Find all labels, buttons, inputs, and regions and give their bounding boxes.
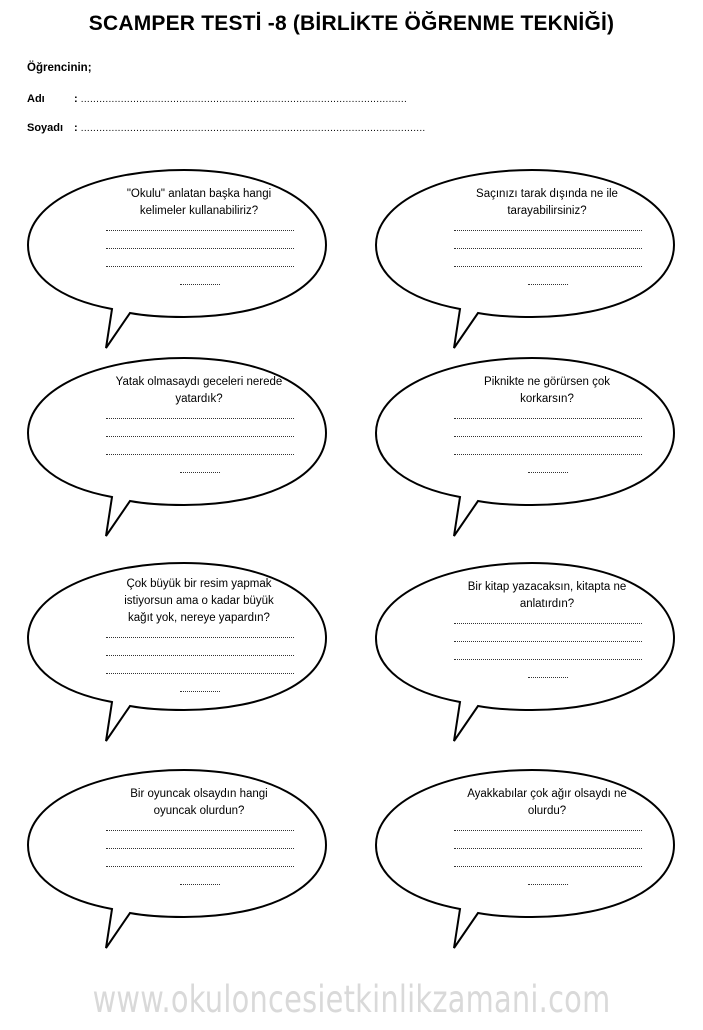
question-text: [74, 786, 324, 820]
answer-line[interactable]: [106, 866, 294, 867]
question-text: [422, 579, 672, 613]
answer-line-short[interactable]: [528, 472, 568, 473]
question-line: yatardık?: [175, 393, 223, 405]
answer-line-short[interactable]: [180, 884, 220, 885]
question-line: kelimeler kullanabiliriz?: [139, 205, 259, 217]
answer-line-short[interactable]: [528, 677, 568, 678]
question-line: Bir kitap yazacaksın, kitapta ne: [467, 581, 627, 593]
answer-line[interactable]: [454, 830, 642, 831]
answer-line[interactable]: [106, 830, 294, 831]
answer-line[interactable]: [106, 230, 294, 231]
question-line: Bir oyuncak olsaydın hangi: [130, 788, 268, 800]
answer-line[interactable]: [454, 623, 642, 624]
question-bubble-2: [372, 165, 703, 365]
question-line: tarayabilirsiniz?: [507, 205, 587, 217]
answer-line[interactable]: [106, 418, 294, 419]
answer-line[interactable]: [106, 848, 294, 849]
answer-line[interactable]: [454, 436, 642, 437]
answer-line[interactable]: [106, 655, 294, 656]
question-bubble-8: [372, 765, 703, 965]
answer-line[interactable]: [454, 848, 642, 849]
answer-line-short[interactable]: [180, 472, 220, 473]
answer-line[interactable]: [454, 248, 642, 249]
surname-line[interactable]: ................................................................................................................: [80, 123, 426, 134]
answer-line[interactable]: [106, 248, 294, 249]
question-line: istiyorsun ama o kadar büyük: [124, 595, 274, 607]
answer-line[interactable]: [454, 266, 642, 267]
question-line: Çok büyük bir resim yapmak: [126, 578, 272, 590]
answer-line-short[interactable]: [180, 691, 220, 692]
name-colon: :: [74, 93, 78, 105]
question-bubble-4: [372, 353, 703, 553]
answer-line[interactable]: [454, 866, 642, 867]
page-title: SCAMPER TESTİ -8 (BİRLİKTE ÖĞRENME TEKNİĞİ): [88, 12, 615, 35]
student-label: Öğrencinin;: [27, 62, 92, 74]
question-line: "Okulu" anlatan başka hangi: [126, 188, 272, 200]
question-line: korkarsın?: [520, 393, 574, 405]
answer-line[interactable]: [454, 659, 642, 660]
question-line: olurdu?: [527, 805, 567, 817]
question-line: Saçınızı tarak dışında ne ile: [476, 188, 618, 200]
question-text: [74, 576, 324, 627]
name-label: Adı: [27, 93, 45, 105]
question-line: kağıt yok, nereye yapardın?: [128, 612, 270, 624]
surname-field[interactable]: [27, 122, 426, 134]
surname-colon: :: [74, 122, 78, 134]
watermark: www.okuloncesietkinlikzamani.com: [92, 978, 611, 1021]
answer-line[interactable]: [106, 673, 294, 674]
question-line: Piknikte ne görürsen çok: [484, 376, 610, 388]
question-line: Yatak olmasaydı geceleri nerede: [115, 376, 283, 388]
question-bubble-1: [24, 165, 374, 365]
question-text: [74, 374, 324, 408]
answer-line[interactable]: [106, 454, 294, 455]
surname-label: Soyadı: [27, 122, 64, 134]
question-text: [74, 186, 324, 220]
question-text: [422, 374, 672, 408]
answer-line[interactable]: [106, 436, 294, 437]
answer-line[interactable]: [454, 230, 642, 231]
answer-line[interactable]: [454, 454, 642, 455]
answer-line[interactable]: [454, 641, 642, 642]
question-bubble-6: [372, 558, 703, 758]
question-line: Ayakkabılar çok ağır olsaydı ne: [467, 788, 627, 800]
answer-line-short[interactable]: [180, 284, 220, 285]
answer-line-short[interactable]: [528, 284, 568, 285]
question-text: [422, 186, 672, 220]
question-bubble-7: [24, 765, 374, 965]
answer-line[interactable]: [106, 266, 294, 267]
name-line[interactable]: ..........................................................................................................: [80, 94, 408, 105]
answer-line-short[interactable]: [528, 884, 568, 885]
question-bubble-3: [24, 353, 374, 553]
name-field[interactable]: [27, 93, 407, 105]
question-bubble-5: [24, 558, 374, 758]
answer-line[interactable]: [454, 418, 642, 419]
question-line: oyuncak olurdun?: [153, 805, 245, 817]
question-line: anlatırdın?: [519, 598, 575, 610]
answer-line[interactable]: [106, 637, 294, 638]
question-text: [422, 786, 672, 820]
